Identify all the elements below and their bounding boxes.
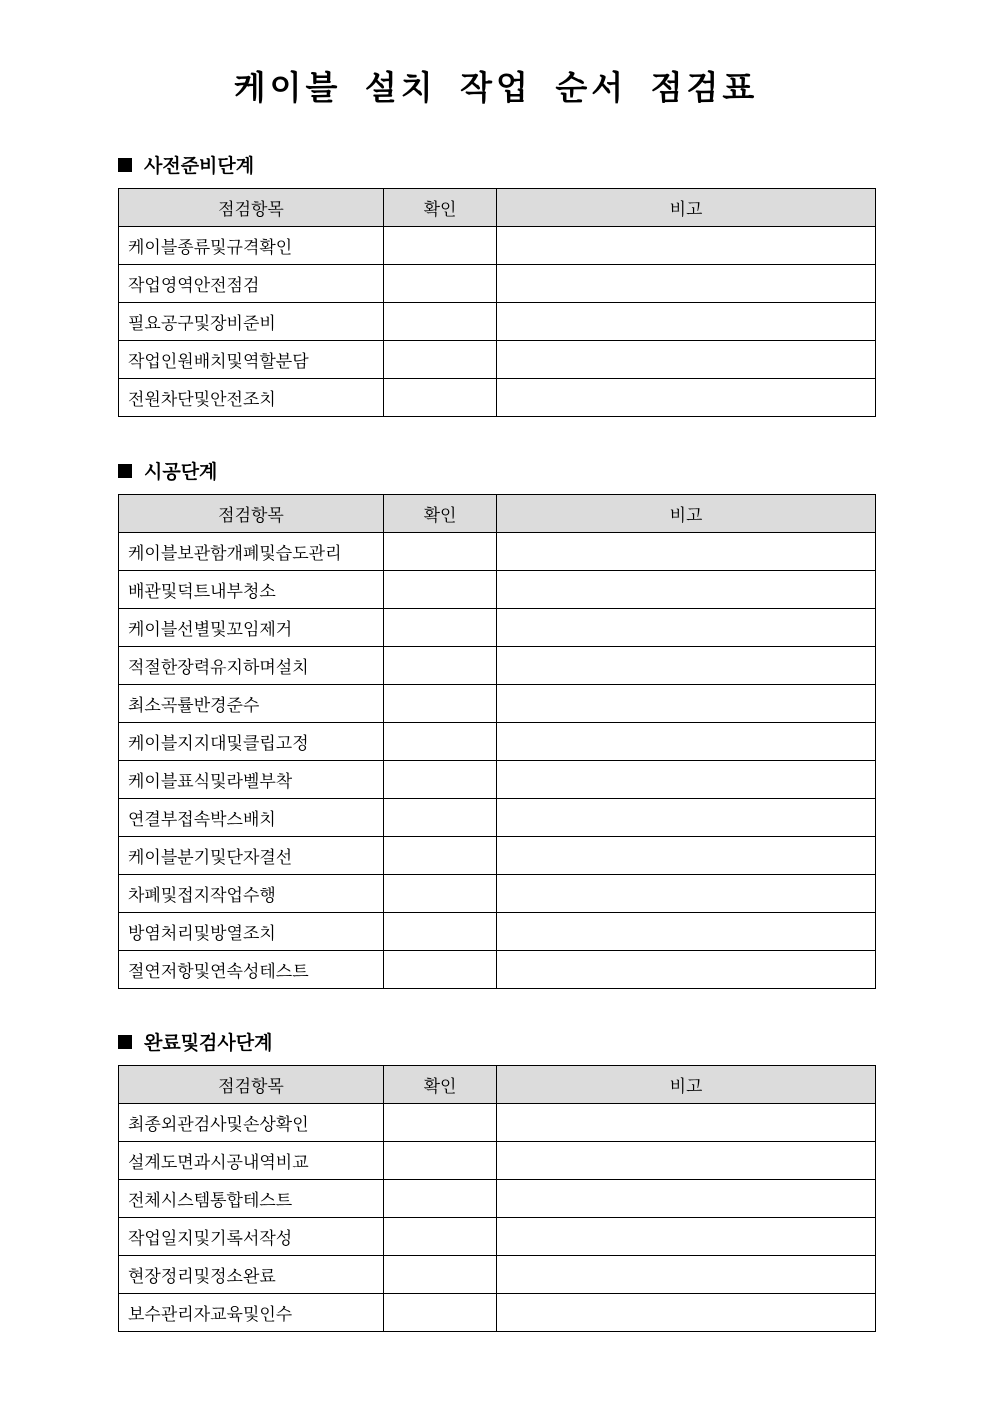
table-row (119, 837, 876, 875)
checklist-table-inspection (118, 1065, 876, 1332)
table-row (119, 875, 876, 913)
check-cell[interactable] (384, 1180, 497, 1218)
check-cell[interactable] (384, 837, 497, 875)
check-cell[interactable] (384, 913, 497, 951)
check-item: 케이블보관함개폐및습도관리 (119, 533, 384, 571)
section-heading-label: 시공단계 (144, 461, 218, 483)
note-cell[interactable] (497, 799, 876, 837)
check-item: 케이블선별및꼬임제거 (119, 609, 384, 647)
table-header-row (119, 189, 876, 227)
table-row (119, 1104, 876, 1142)
check-item: 최종외관검사및손상확인 (119, 1104, 384, 1142)
header-item: 점검항목 (119, 495, 384, 533)
note-cell[interactable] (497, 1104, 876, 1142)
note-cell[interactable] (497, 951, 876, 989)
header-item: 점검항목 (119, 189, 384, 227)
check-item: 작업인원배치및역할분담 (119, 341, 384, 379)
check-cell[interactable] (384, 1256, 497, 1294)
check-cell[interactable] (384, 761, 497, 799)
check-cell[interactable] (384, 1104, 497, 1142)
table-row (119, 379, 876, 417)
note-cell[interactable] (497, 303, 876, 341)
check-cell[interactable] (384, 609, 497, 647)
section-heading-construction (118, 457, 217, 484)
check-item: 절연저항및연속성테스트 (119, 951, 384, 989)
table-row (119, 723, 876, 761)
header-item: 점검항목 (119, 1066, 384, 1104)
table-row (119, 951, 876, 989)
check-item: 연결부접속박스배치 (119, 799, 384, 837)
check-cell[interactable] (384, 951, 497, 989)
check-cell[interactable] (384, 1142, 497, 1180)
table-row (119, 799, 876, 837)
check-cell[interactable] (384, 875, 497, 913)
header-note: 비고 (497, 495, 876, 533)
check-cell[interactable] (384, 379, 497, 417)
check-cell[interactable] (384, 685, 497, 723)
check-item: 전체시스템통합테스트 (119, 1180, 384, 1218)
table-row (119, 685, 876, 723)
checklist-table-preparation (118, 188, 876, 417)
note-cell[interactable] (497, 647, 876, 685)
check-item: 방염처리및방열조치 (119, 913, 384, 951)
note-cell[interactable] (497, 571, 876, 609)
check-cell[interactable] (384, 1218, 497, 1256)
check-cell[interactable] (384, 1294, 497, 1332)
square-bullet-icon (118, 464, 132, 478)
check-item: 작업영역안전점검 (119, 265, 384, 303)
note-cell[interactable] (497, 875, 876, 913)
check-item: 설계도면과시공내역비교 (119, 1142, 384, 1180)
check-cell[interactable] (384, 265, 497, 303)
table-row (119, 533, 876, 571)
note-cell[interactable] (497, 723, 876, 761)
note-cell[interactable] (497, 685, 876, 723)
check-cell[interactable] (384, 647, 497, 685)
note-cell[interactable] (497, 837, 876, 875)
note-cell[interactable] (497, 1180, 876, 1218)
table-row (119, 761, 876, 799)
check-cell[interactable] (384, 723, 497, 761)
check-item: 케이블분기및단자결선 (119, 837, 384, 875)
note-cell[interactable] (497, 1218, 876, 1256)
checklist-table-construction (118, 494, 876, 989)
check-item: 전원차단및안전조치 (119, 379, 384, 417)
check-cell[interactable] (384, 799, 497, 837)
check-item: 적절한장력유지하며설치 (119, 647, 384, 685)
table-row (119, 1294, 876, 1332)
check-cell[interactable] (384, 571, 497, 609)
note-cell[interactable] (497, 761, 876, 799)
header-check: 확인 (384, 495, 497, 533)
note-cell[interactable] (497, 1142, 876, 1180)
table-row (119, 1218, 876, 1256)
check-item: 케이블종류및규격확인 (119, 227, 384, 265)
table-row (119, 609, 876, 647)
check-item: 배관및덕트내부청소 (119, 571, 384, 609)
table-row (119, 265, 876, 303)
note-cell[interactable] (497, 1294, 876, 1332)
table-row (119, 647, 876, 685)
check-cell[interactable] (384, 227, 497, 265)
check-item: 케이블표식및라벨부착 (119, 761, 384, 799)
header-note: 비고 (497, 1066, 876, 1104)
header-note: 비고 (497, 189, 876, 227)
note-cell[interactable] (497, 533, 876, 571)
check-item: 필요공구및장비준비 (119, 303, 384, 341)
note-cell[interactable] (497, 1256, 876, 1294)
note-cell[interactable] (497, 265, 876, 303)
note-cell[interactable] (497, 913, 876, 951)
check-cell[interactable] (384, 303, 497, 341)
section-heading-preparation (118, 151, 254, 178)
section-heading-inspection (118, 1028, 272, 1055)
check-item: 케이블지지대및클립고정 (119, 723, 384, 761)
table-row (119, 227, 876, 265)
table-row (119, 1180, 876, 1218)
check-item: 최소곡률반경준수 (119, 685, 384, 723)
check-item: 작업일지및기록서작성 (119, 1218, 384, 1256)
check-item: 차폐및접지작업수행 (119, 875, 384, 913)
note-cell[interactable] (497, 227, 876, 265)
note-cell[interactable] (497, 341, 876, 379)
table-row (119, 913, 876, 951)
page-title: 케이블 설치 작업 순서 점검표 (233, 68, 759, 107)
check-cell[interactable] (384, 341, 497, 379)
note-cell[interactable] (497, 379, 876, 417)
section-heading-label: 사전준비단계 (144, 155, 255, 177)
table-row (119, 1256, 876, 1294)
table-row (119, 303, 876, 341)
square-bullet-icon (118, 1035, 132, 1049)
note-cell[interactable] (497, 609, 876, 647)
table-row (119, 1142, 876, 1180)
table-header-row (119, 1066, 876, 1104)
check-cell[interactable] (384, 533, 497, 571)
table-row (119, 571, 876, 609)
header-check: 확인 (384, 189, 497, 227)
table-header-row (119, 495, 876, 533)
section-heading-label: 완료및검사단계 (144, 1032, 273, 1054)
check-item: 현장정리및정소완료 (119, 1256, 384, 1294)
check-item: 보수관리자교육및인수 (119, 1294, 384, 1332)
square-bullet-icon (118, 158, 132, 172)
header-check: 확인 (384, 1066, 497, 1104)
table-row (119, 341, 876, 379)
